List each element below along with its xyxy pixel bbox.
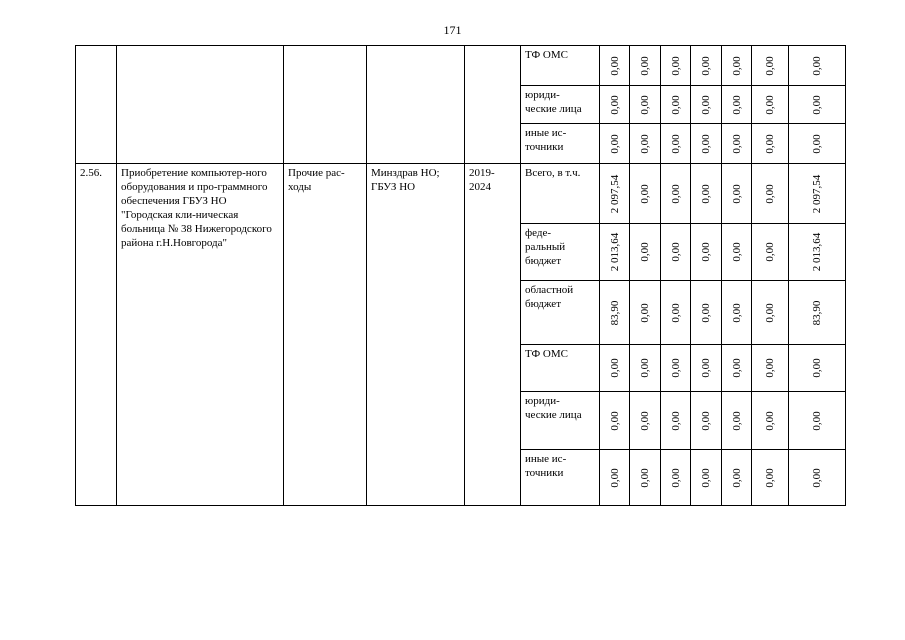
value-cell — [691, 124, 722, 164]
value-cell — [630, 224, 661, 281]
value-cell — [600, 86, 630, 124]
item-description: Приобретение компьютер-ного оборудования и про-граммного обеспечения ГБУЗ НО "Городская кли-ническая больница № 38 Нижегородского района г.Н.Новгорода" — [117, 164, 284, 506]
value-text: 2 013,64 — [608, 232, 621, 272]
value-text: 0,00 — [764, 302, 776, 323]
value-text: 0,00 — [608, 133, 621, 154]
item-number: 2.56. — [76, 164, 117, 506]
value-text: 0,00 — [639, 467, 651, 488]
value-cell — [630, 450, 661, 506]
value-cell — [722, 86, 752, 124]
value-text: 0,00 — [639, 358, 651, 378]
value-text: 0,00 — [669, 467, 682, 488]
source-cell: иные ис- точники — [521, 124, 600, 164]
item-executor: Минздрав НО; ГБУЗ НО — [367, 164, 465, 506]
value-text: 0,00 — [811, 55, 823, 76]
description-cell — [117, 46, 284, 164]
value-cell — [691, 345, 722, 392]
value-text: 0,00 — [700, 302, 712, 323]
value-cell — [600, 345, 630, 392]
value-text: 0,00 — [700, 242, 712, 262]
value-text: 0,00 — [669, 183, 682, 204]
value-cell — [752, 124, 789, 164]
value-cell — [789, 224, 846, 281]
value-cell — [600, 46, 630, 86]
value-text: 0,00 — [730, 133, 743, 154]
value-cell — [661, 281, 691, 345]
value-text: 2 013,64 — [811, 232, 823, 272]
value-text: 0,00 — [639, 133, 651, 154]
value-text: 0,00 — [730, 55, 743, 76]
value-text: 0,00 — [700, 410, 712, 431]
value-text: 83,90 — [811, 300, 823, 325]
value-cell — [661, 450, 691, 506]
value-cell — [789, 86, 846, 124]
value-cell — [691, 392, 722, 450]
value-cell — [722, 46, 752, 86]
value-cell — [752, 392, 789, 450]
value-text: 0,00 — [730, 358, 743, 378]
period-cell — [465, 46, 521, 164]
value-cell — [752, 46, 789, 86]
value-cell — [600, 392, 630, 450]
value-text: 0,00 — [608, 55, 621, 76]
source-cell: ТФ ОМС — [521, 345, 600, 392]
table-row — [76, 164, 846, 224]
value-text: 0,00 — [730, 94, 743, 115]
value-text: 0,00 — [730, 183, 743, 204]
number-cell — [76, 46, 117, 164]
value-text: 0,00 — [811, 94, 823, 115]
value-text: 0,00 — [764, 467, 776, 488]
value-cell — [789, 46, 846, 86]
value-cell — [722, 164, 752, 224]
value-cell — [789, 450, 846, 506]
value-cell — [752, 450, 789, 506]
budget-table — [75, 45, 846, 506]
value-text: 0,00 — [730, 302, 743, 323]
value-cell — [630, 281, 661, 345]
value-cell — [691, 224, 722, 281]
value-cell — [789, 164, 846, 224]
value-cell — [661, 345, 691, 392]
value-cell — [752, 281, 789, 345]
value-text: 0,00 — [639, 302, 651, 323]
source-cell: иные ис- точники — [521, 450, 600, 506]
value-text: 0,00 — [764, 358, 776, 378]
value-text: 0,00 — [811, 358, 823, 378]
value-text: 0,00 — [639, 55, 651, 76]
value-cell — [752, 224, 789, 281]
value-cell — [722, 224, 752, 281]
value-cell — [722, 392, 752, 450]
value-text: 0,00 — [669, 358, 682, 378]
value-text: 2 097,54 — [608, 174, 621, 213]
value-text: 0,00 — [700, 183, 712, 204]
value-text: 0,00 — [700, 467, 712, 488]
value-text: 0,00 — [639, 242, 651, 262]
value-text: 0,00 — [669, 242, 682, 262]
value-text: 0,00 — [608, 410, 621, 431]
value-text: 0,00 — [639, 94, 651, 115]
value-cell — [752, 345, 789, 392]
source-cell: феде- ральный бюджет — [521, 224, 600, 281]
item-period: 2019-2024 — [465, 164, 521, 506]
value-cell — [661, 124, 691, 164]
value-text: 0,00 — [669, 94, 682, 115]
value-text: 0,00 — [764, 410, 776, 431]
value-cell — [691, 164, 722, 224]
value-cell — [600, 281, 630, 345]
table-row — [76, 46, 846, 86]
executor-cell — [367, 46, 465, 164]
value-cell — [600, 450, 630, 506]
value-cell — [691, 46, 722, 86]
value-cell — [630, 345, 661, 392]
item-expense-type: Прочие рас-ходы — [284, 164, 367, 506]
page-number: 171 — [443, 23, 462, 37]
source-cell: юриди- ческие лица — [521, 86, 600, 124]
value-text: 0,00 — [608, 358, 621, 378]
value-text: 0,00 — [669, 133, 682, 154]
value-text: 0,00 — [764, 55, 776, 76]
value-cell — [752, 164, 789, 224]
value-text: 83,90 — [608, 300, 621, 325]
value-cell — [661, 392, 691, 450]
value-text: 0,00 — [730, 242, 743, 262]
value-cell — [600, 124, 630, 164]
value-text: 0,00 — [700, 94, 712, 115]
value-text: 0,00 — [669, 410, 682, 431]
value-cell — [661, 86, 691, 124]
value-cell — [661, 46, 691, 86]
value-cell — [691, 450, 722, 506]
value-cell — [722, 124, 752, 164]
value-cell — [630, 46, 661, 86]
source-cell: областной бюджет — [521, 281, 600, 345]
value-text: 0,00 — [700, 133, 712, 154]
value-cell — [630, 86, 661, 124]
value-cell — [600, 164, 630, 224]
value-cell — [661, 224, 691, 281]
value-text: 0,00 — [669, 55, 682, 76]
value-cell — [661, 164, 691, 224]
value-text: 0,00 — [764, 133, 776, 154]
value-cell — [722, 345, 752, 392]
value-cell — [630, 392, 661, 450]
value-cell — [691, 86, 722, 124]
source-cell: Всего, в т.ч. — [521, 164, 600, 224]
value-cell — [789, 281, 846, 345]
value-text: 0,00 — [669, 302, 682, 323]
value-text: 0,00 — [730, 410, 743, 431]
value-cell — [789, 392, 846, 450]
value-text: 0,00 — [764, 94, 776, 115]
value-text: 0,00 — [764, 242, 776, 262]
value-text: 0,00 — [700, 55, 712, 76]
value-text: 0,00 — [608, 467, 621, 488]
source-cell: юриди- ческие лица — [521, 392, 600, 450]
value-cell — [789, 345, 846, 392]
expense-type-cell — [284, 46, 367, 164]
value-cell — [722, 450, 752, 506]
value-text: 0,00 — [811, 133, 823, 154]
value-text: 0,00 — [730, 467, 743, 488]
value-cell — [752, 86, 789, 124]
value-text: 0,00 — [639, 183, 651, 204]
value-cell — [722, 281, 752, 345]
value-cell — [630, 164, 661, 224]
value-text: 0,00 — [700, 358, 712, 378]
value-text: 0,00 — [639, 410, 651, 431]
value-text: 0,00 — [811, 410, 823, 431]
value-text: 0,00 — [811, 467, 823, 488]
value-cell — [600, 224, 630, 281]
value-text: 0,00 — [764, 183, 776, 204]
value-text: 2 097,54 — [811, 174, 823, 213]
value-cell — [691, 281, 722, 345]
value-text: 0,00 — [608, 94, 621, 115]
value-cell — [789, 124, 846, 164]
value-cell — [630, 124, 661, 164]
source-cell: ТФ ОМС — [521, 46, 600, 86]
